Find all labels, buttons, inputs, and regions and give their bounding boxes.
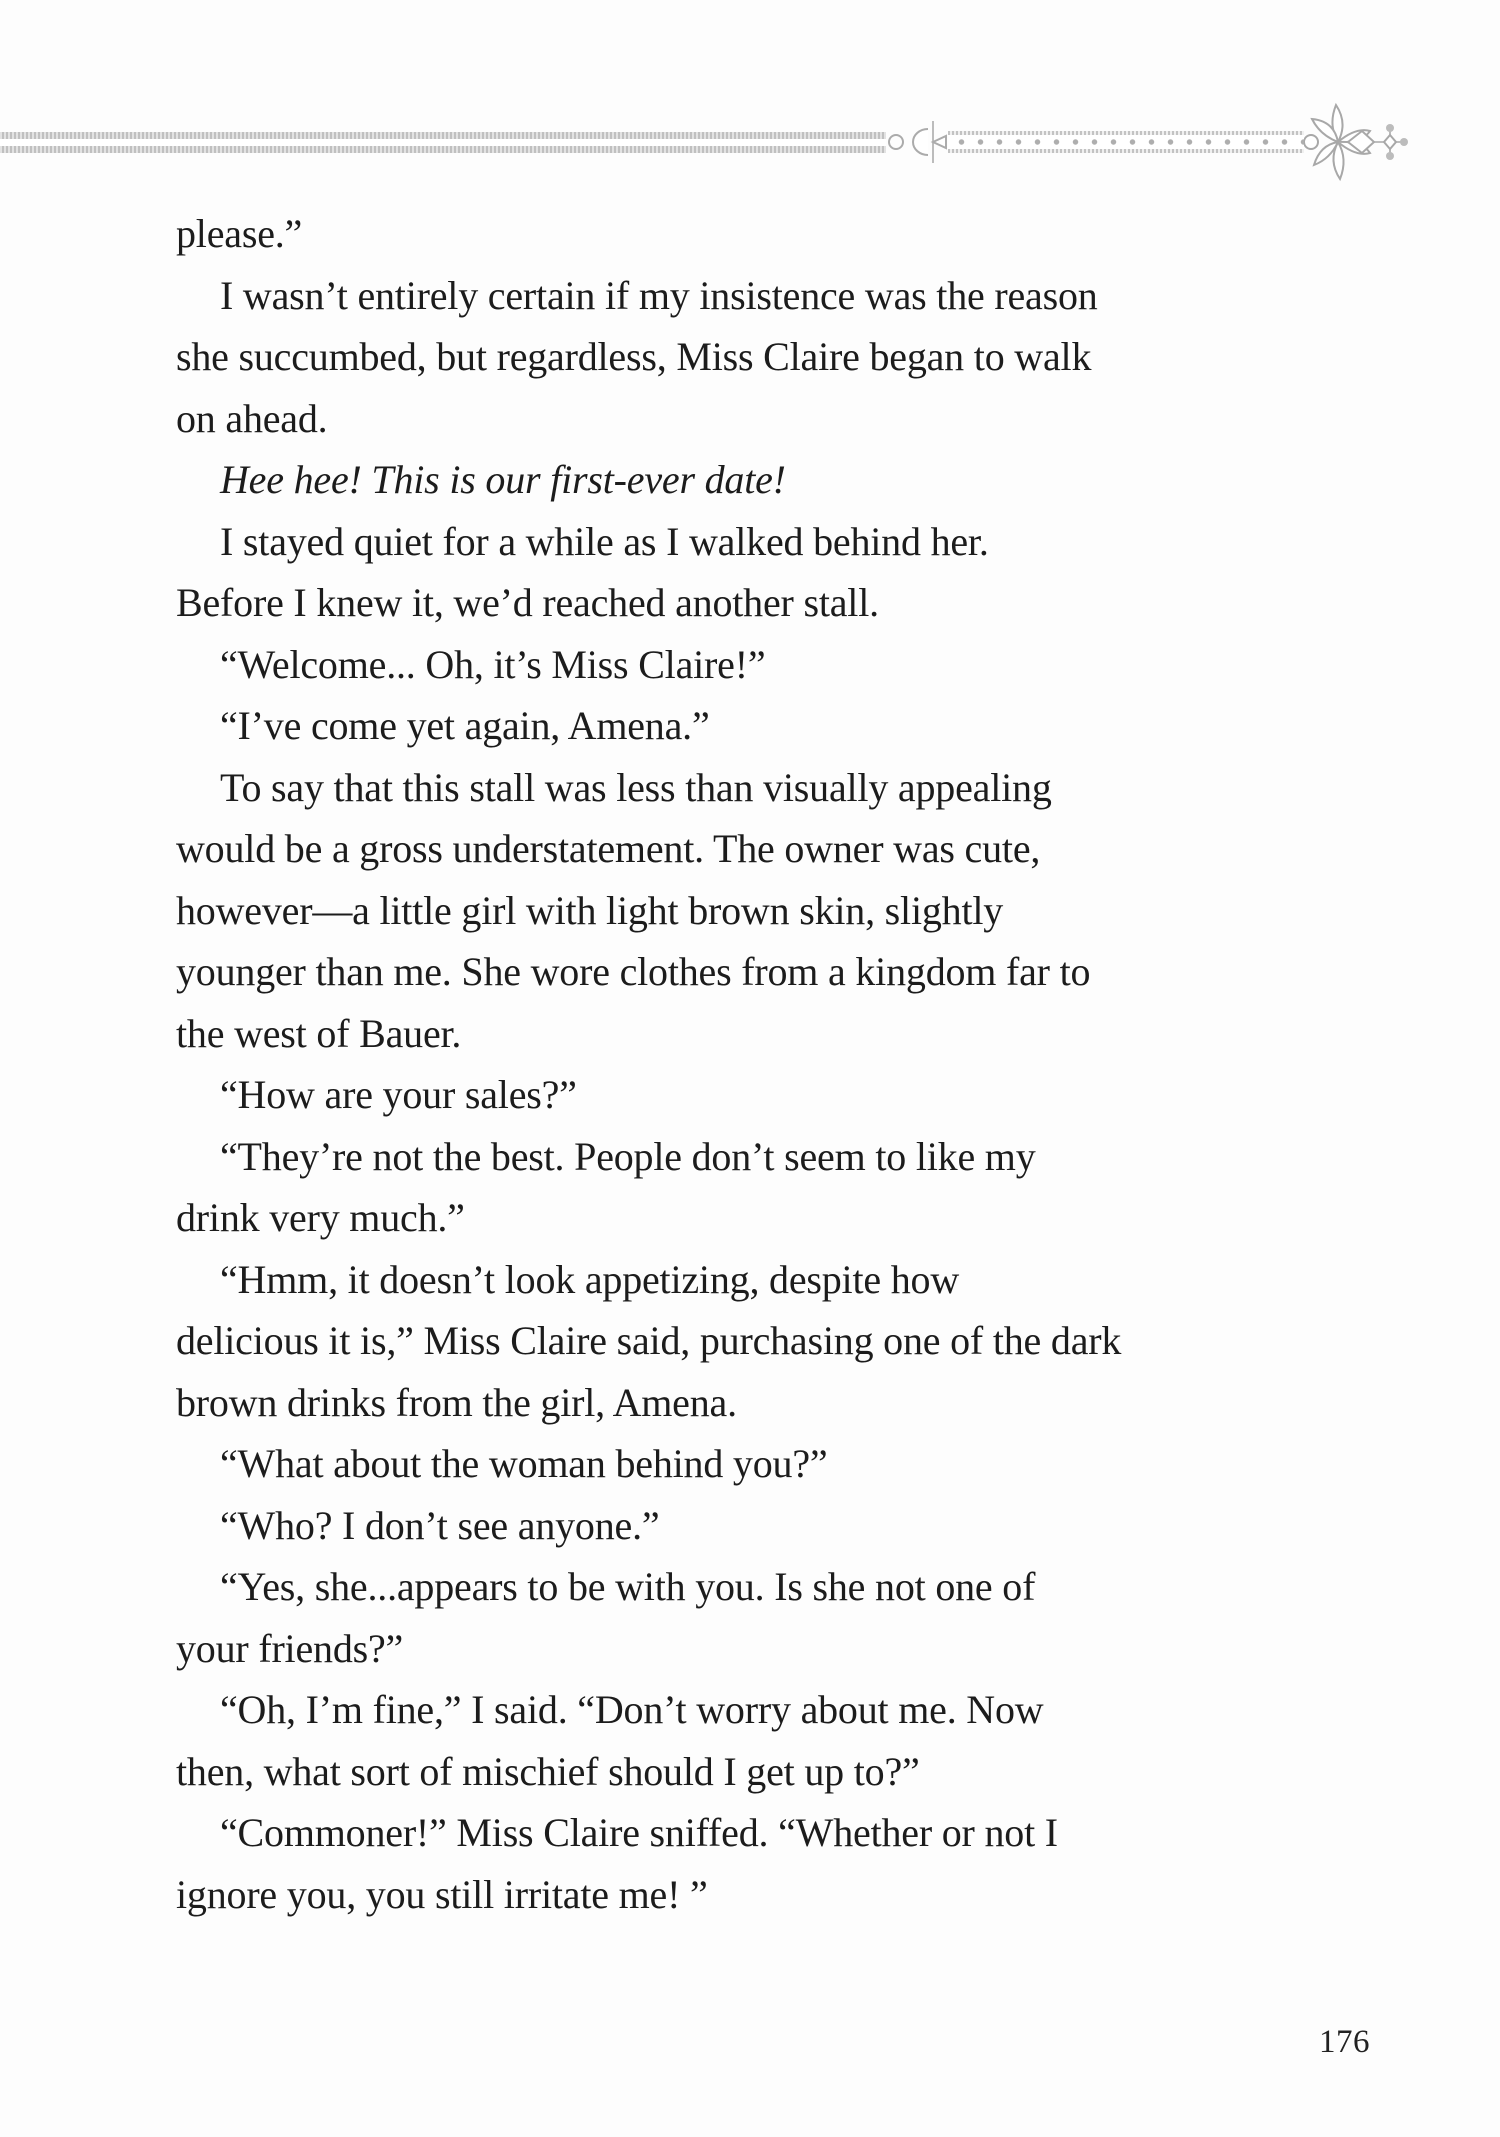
paragraph	[176, 634, 1336, 696]
chapter-header-rule	[0, 120, 1410, 164]
text-line: drink very much.”	[176, 1195, 465, 1240]
text-line: ignore you, you still irritate me! ”	[176, 1871, 708, 1917]
text-line: “What about the woman behind you?”	[220, 1441, 828, 1486]
paragraph	[176, 1064, 1336, 1126]
text-line: “I’ve come yet again, Amena.”	[220, 703, 710, 748]
paragraph	[176, 511, 1336, 634]
paragraph	[176, 203, 1336, 265]
paragraph	[176, 1802, 1336, 1925]
text-line: “How are your sales?”	[220, 1072, 577, 1117]
text-line: please.”	[176, 211, 303, 256]
text-line: delicious it is,” Miss Claire said, purchasing one of the dark	[176, 1318, 1122, 1363]
text-line: Hee hee! This is our first-ever date!	[220, 457, 786, 502]
page-text	[176, 203, 1336, 1925]
text-line: “Oh, I’m fine,” I said. “Don’t worry about me. Now	[220, 1687, 1044, 1732]
paragraph	[176, 1126, 1336, 1249]
text-line: the west of Bauer.	[176, 1010, 462, 1056]
striped-rule-segment	[0, 132, 886, 153]
text-line: I wasn’t entirely certain if my insistence was the reason	[220, 272, 1098, 318]
text-line: younger than me. She wore clothes from a kingdom far to	[176, 949, 1091, 994]
text-line: “Hmm, it doesn’t look appetizing, despite how	[220, 1256, 960, 1302]
text-line: then, what sort of mischief should I get up to?”	[176, 1748, 920, 1794]
text-line: she succumbed, but regardless, Miss Claire began to walk	[176, 334, 1092, 379]
text-line: “Welcome... Oh, it’s Miss Claire!”	[220, 641, 766, 687]
flower-ornament-icon	[1304, 97, 1410, 187]
text-line: “They’re not the best. People don’t seem to like my	[220, 1133, 1036, 1179]
rule-link-icon	[886, 120, 948, 164]
text-line: “Commoner!” Miss Claire sniffed. “Whether or not I	[220, 1810, 1058, 1855]
dotted-rule-segment	[948, 131, 1304, 153]
text-line: I stayed quiet for a while as I walked behind her.	[220, 518, 989, 564]
text-line: “Who? I don’t see anyone.”	[220, 1502, 660, 1548]
text-line: Before I knew it, we’d reached another stall.	[176, 580, 879, 625]
paragraph	[176, 265, 1336, 450]
text-line: brown drinks from the girl, Amena.	[176, 1379, 737, 1425]
paragraph	[176, 1249, 1336, 1434]
paragraph	[176, 1556, 1336, 1679]
text-line: would be a gross understatement. The owner was cute,	[176, 826, 1041, 871]
text-line: on ahead.	[176, 395, 328, 441]
text-line: To say that this stall was less than visually appealing	[220, 764, 1052, 810]
paragraph	[176, 449, 1336, 511]
paragraph	[176, 757, 1336, 1065]
text-line: however—a little girl with light brown skin, slightly	[176, 887, 1004, 933]
paragraph	[176, 1495, 1336, 1557]
paragraph	[176, 1433, 1336, 1495]
page-number: 176	[1319, 2024, 1370, 2060]
text-line: your friends?”	[176, 1625, 404, 1671]
paragraph	[176, 695, 1336, 757]
text-line: “Yes, she...appears to be with you. Is she not one of	[220, 1564, 1036, 1609]
paragraph	[176, 1679, 1336, 1802]
